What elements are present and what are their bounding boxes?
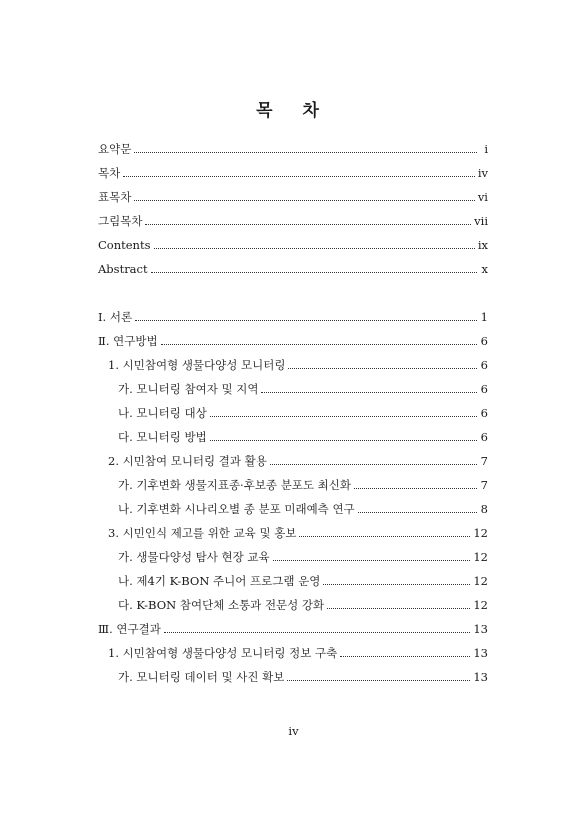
toc-entry-page: iv (477, 166, 488, 180)
toc-entry-label: 가. 모니터링 참여자 및 지역 (118, 382, 259, 396)
toc-entry-label: 2. 시민참여 모니터링 결과 활용 (108, 454, 267, 468)
toc-entry[interactable] (118, 669, 488, 685)
toc-entry-page: 6 (480, 358, 488, 372)
toc-entry[interactable] (98, 141, 488, 157)
toc-entry[interactable] (118, 405, 488, 421)
toc-entry-page: 13 (473, 622, 488, 636)
dot-leader (134, 151, 477, 153)
toc-entry[interactable] (118, 381, 488, 397)
toc-entry[interactable] (98, 621, 488, 637)
page-title: 목 차 (256, 101, 331, 121)
toc-entry-page: vi (477, 190, 488, 204)
dot-leader (299, 535, 470, 537)
toc-entry-page: 13 (473, 670, 488, 684)
dot-leader (327, 607, 470, 609)
toc-entry-label: 표목차 (98, 190, 132, 204)
toc-entry[interactable] (118, 477, 488, 493)
dot-leader (261, 391, 477, 393)
toc-entry[interactable] (118, 597, 488, 613)
toc-entry-label: 가. 모니터링 데이터 및 사진 확보 (118, 670, 285, 684)
toc-entry[interactable] (98, 261, 488, 277)
toc-entry[interactable] (108, 357, 488, 373)
toc-entry-label: Ⅲ. 연구결과 (98, 622, 161, 636)
toc-entry[interactable] (108, 453, 488, 469)
toc-entry-page: 6 (480, 430, 488, 444)
dot-leader (123, 175, 475, 177)
toc-entry-page: 12 (473, 550, 488, 564)
toc-entry[interactable] (118, 573, 488, 589)
toc-entry-page: 1 (480, 310, 488, 324)
toc-entry-label: Abstract (98, 262, 148, 276)
toc-entry-label: 가. 기후변화 생물지표종·후보종 분포도 최신화 (118, 478, 352, 492)
toc-entry-label: 나. 기후변화 시나리오별 종 분포 미래예측 연구 (118, 502, 355, 516)
dot-leader (287, 679, 470, 681)
toc-entry[interactable] (98, 309, 488, 325)
toc-entry-page: x (481, 262, 488, 276)
toc-entry-page: 12 (473, 526, 488, 540)
toc-entry-page: 12 (473, 598, 488, 612)
toc-entry-page: 12 (473, 574, 488, 588)
toc-entry-page: 7 (480, 478, 488, 492)
toc-entry-label: Contents (98, 238, 151, 252)
toc-entry-label: 요약문 (98, 142, 132, 156)
dot-leader (151, 271, 477, 273)
toc-entry-page: 8 (480, 502, 488, 516)
toc-entry[interactable] (98, 213, 488, 229)
toc-entry-page: 6 (480, 382, 488, 396)
dot-leader (210, 415, 477, 417)
dot-leader (354, 487, 477, 489)
dot-leader (135, 319, 477, 321)
toc-entry-page: 7 (480, 454, 488, 468)
toc-entry-page: 13 (473, 646, 488, 660)
toc-entry-page: 6 (480, 334, 488, 348)
toc-entry-page: vii (474, 214, 488, 228)
toc-entry[interactable] (108, 645, 488, 661)
toc-entry[interactable] (108, 525, 488, 541)
toc-entry-label: Ⅱ. 연구방법 (98, 334, 158, 348)
dot-leader (273, 559, 471, 561)
toc-entry-label: 1. 시민참여형 생물다양성 모니터링 (108, 358, 286, 372)
dot-leader (161, 343, 477, 345)
dot-leader (145, 223, 471, 225)
toc-entry[interactable] (98, 333, 488, 349)
dot-leader (340, 655, 470, 657)
toc-entry-label: 다. K-BON 참여단체 소통과 전문성 강화 (118, 598, 325, 612)
toc-entry[interactable] (98, 237, 488, 253)
toc-entry-label: Ⅰ. 서론 (98, 310, 133, 324)
dot-leader (154, 247, 475, 249)
toc-entry[interactable] (118, 429, 488, 445)
toc-entry-label: 나. 제4기 K-BON 주니어 프로그램 운영 (118, 574, 321, 588)
dot-leader (210, 439, 477, 441)
toc-entry-page: ix (477, 238, 488, 252)
toc-entry-label: 다. 모니터링 방법 (118, 430, 207, 444)
dot-leader (164, 631, 471, 633)
toc-entry-page: 6 (480, 406, 488, 420)
toc-entry-label: 나. 모니터링 대상 (118, 406, 207, 420)
toc-entry[interactable] (118, 501, 488, 517)
toc-entry-label: 1. 시민참여형 생물다양성 모니터링 정보 구축 (108, 646, 338, 660)
toc-entry-label: 가. 생물다양성 탐사 현장 교육 (118, 550, 270, 564)
page-number: iv (288, 724, 299, 738)
toc-entry-page: i (484, 142, 488, 156)
toc-entry[interactable] (98, 189, 488, 205)
toc-entry-label: 목차 (98, 166, 121, 180)
dot-leader (323, 583, 470, 585)
toc-entry[interactable] (98, 165, 488, 181)
dot-leader (270, 463, 477, 465)
toc-entry-label: 3. 시민인식 제고를 위한 교육 및 홍보 (108, 526, 297, 540)
dot-leader (288, 367, 477, 369)
toc-entry[interactable] (118, 549, 488, 565)
dot-leader (358, 511, 477, 513)
toc-entry-label: 그림목차 (98, 214, 143, 228)
dot-leader (134, 199, 474, 201)
